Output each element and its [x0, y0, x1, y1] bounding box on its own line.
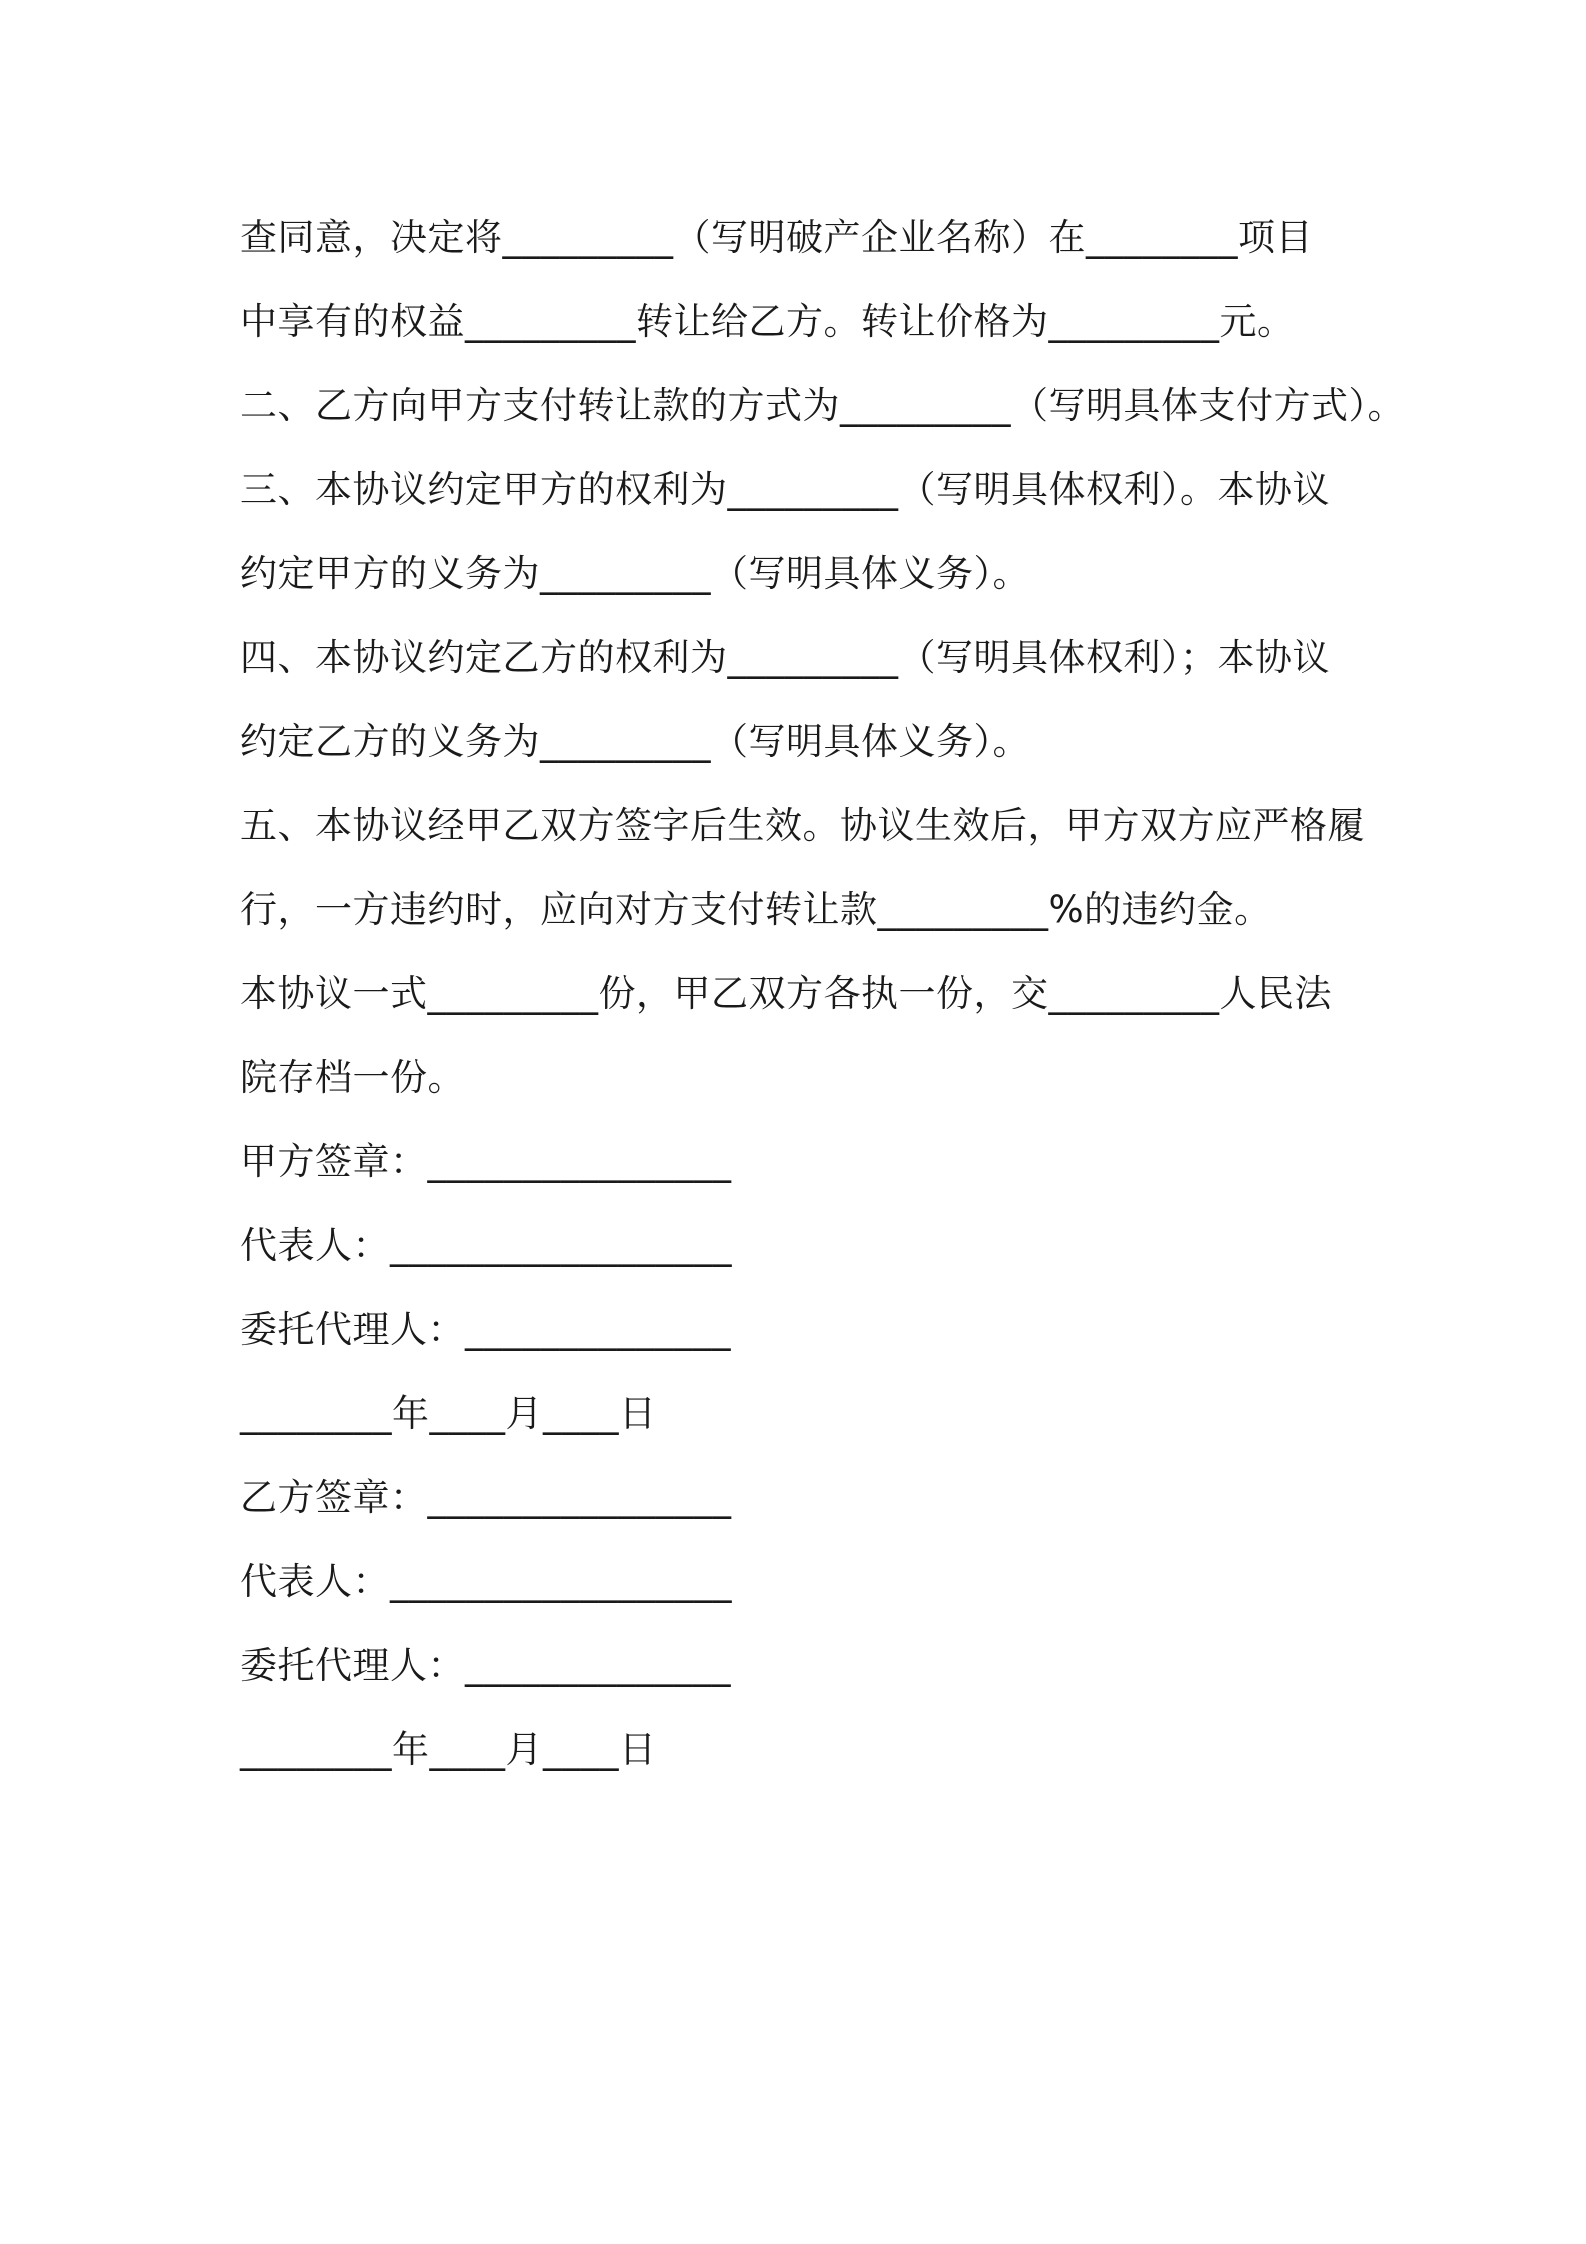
- body-line: 约定乙方的义务为_________（写明具体义务）。: [240, 720, 1030, 763]
- clause-two: 二、乙方向甲方支付转让款的方式为_________（写明具体支付方式）。: [240, 384, 1405, 427]
- party-a-representative: 代表人：__________________: [240, 1224, 732, 1267]
- clause-four: 四、本协议约定乙方的权利为_________（写明具体权利）；本协议: [240, 636, 1330, 679]
- copies-clause: 本协议一式_________份，甲乙双方各执一份，交_________人民法: [240, 972, 1332, 1015]
- party-b-agent: 委托代理人：______________: [240, 1644, 731, 1687]
- party-b-seal: 乙方签章：________________: [240, 1476, 732, 1519]
- body-line: 院存档一份。: [240, 1056, 465, 1099]
- body-line: 查同意，决定将_________（写明破产企业名称）在________项目: [240, 216, 1313, 259]
- body-line: 行，一方违约时，应向对方支付转让款_________%的违约金。: [240, 888, 1272, 931]
- clause-three: 三、本协议约定甲方的权利为_________（写明具体权利）。本协议: [240, 468, 1330, 511]
- body-line: 约定甲方的义务为_________（写明具体义务）。: [240, 552, 1030, 595]
- party-b-date: ________年____月____日: [240, 1728, 657, 1771]
- party-a-date: ________年____月____日: [240, 1392, 657, 1435]
- clause-five: 五、本协议经甲乙双方签字后生效。协议生效后，甲方双方应严格履: [240, 804, 1365, 847]
- party-b-representative: 代表人：__________________: [240, 1560, 732, 1603]
- body-line: 中享有的权益_________转让给乙方。转让价格为_________元。: [240, 300, 1295, 343]
- document-body: [240, 196, 1405, 1792]
- party-a-agent: 委托代理人：______________: [240, 1308, 731, 1351]
- party-a-seal: 甲方签章：________________: [240, 1140, 732, 1183]
